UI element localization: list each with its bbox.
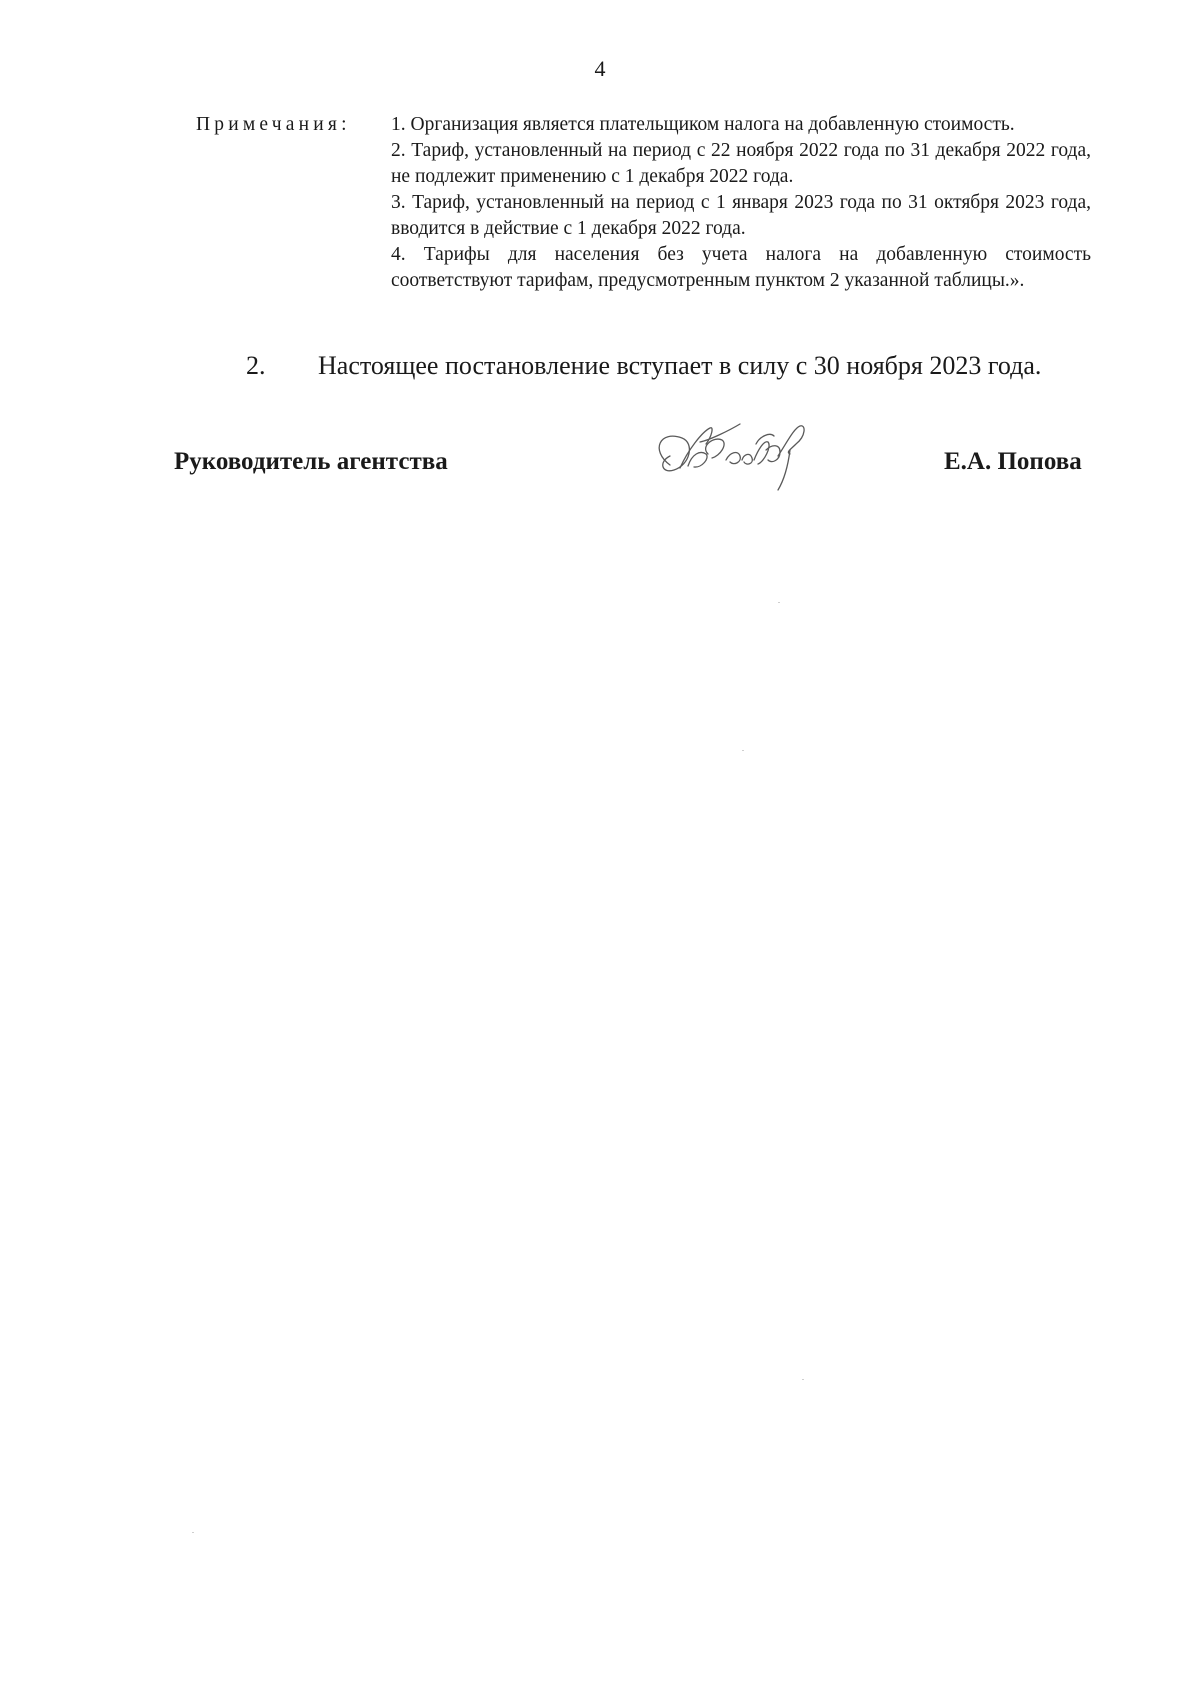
signer-name: Е.А. Попова: [944, 448, 1082, 475]
note-item: 2. Тариф, установленный на период с 22 ноября 2022 года по 31 декабря 2022 года, не подлежит применению с 1 декабря 2022 года.: [391, 140, 1091, 187]
scan-speck: [192, 1532, 194, 1533]
note-item: 3. Тариф, установленный на период с 1 января 2023 года по 31 октября 2023 года, вводится в действие с 1 декабря 2022 года.: [391, 192, 1091, 239]
handwritten-signature: [640, 410, 840, 500]
scan-speck: [778, 602, 780, 603]
page-number: 4: [594, 56, 606, 81]
scan-speck: [802, 1379, 804, 1380]
signer-title: Руководитель агентства: [174, 448, 448, 475]
clause-text: Настоящее постановление вступает в силу с 30 ноября 2023 года.: [318, 351, 1042, 380]
resolution-clause: [246, 351, 1106, 381]
note-item: 1. Организация является плательщиком налога на добавленную стоимость.: [391, 114, 1015, 135]
clause-number: 2.: [246, 351, 266, 380]
notes-list: [391, 112, 1091, 294]
scan-speck: [742, 750, 744, 751]
note-item: 4. Тарифы для населения без учета налога на добавленную стоимость соответствуют тарифам, предусмотренным пунктом 2 указанной таблицы.».: [391, 244, 1091, 291]
notes-label: Примечания:: [196, 114, 351, 135]
